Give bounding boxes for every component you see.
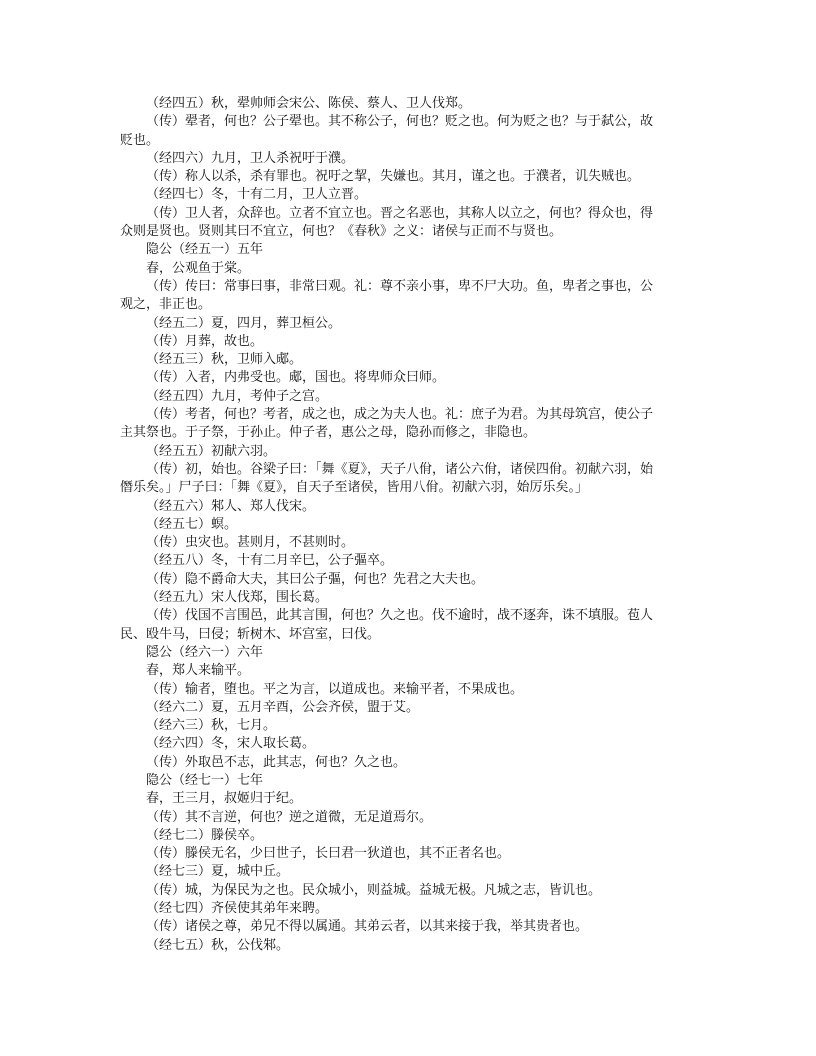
text-line: （传）传曰：常事曰事，非常曰观。礼：尊不亲小事，卑不尸大功。鱼，卑者之事也，公 — [146, 278, 654, 294]
text-line: （经五二）夏，四月，葬卫桓公。 — [146, 315, 342, 331]
text-line: （传）月葬，故也。 — [146, 333, 264, 349]
text-line: 春，王三月，叔姬归于纪。 — [146, 791, 303, 807]
text-line: 主其祭也。于子祭，于孙止。仲子者，惠公之母，隐孙而修之，非隐也。 — [120, 425, 537, 441]
text-line: （经五六）邾人、郑人伐宋。 — [146, 498, 316, 514]
text-line: 春，公观鱼于棠。 — [146, 260, 251, 276]
text-line: 民、殴牛马，曰侵；斩树木、坏宫室，曰伐。 — [120, 626, 381, 642]
text-line: （传）输者，堕也。平之为言，以道成也。来输平者，不果成也。 — [146, 681, 524, 697]
text-line: （经七二）滕侯卒。 — [146, 827, 264, 843]
text-line: （经四六）九月，卫人杀祝吁于濮。 — [146, 150, 355, 166]
text-line: （传）入者，内弗受也。郕，国也。将卑师众曰师。 — [146, 370, 446, 386]
text-line: （传）隐不爵命大夫，其曰公子彄，何也？先君之大夫也。 — [146, 571, 485, 587]
text-line: （传）称人以杀，杀有罪也。祝吁之挈，失嫌也。其月，谨之也。于濮者，讥失贼也。 — [146, 169, 641, 185]
text-line: （传）诸侯之尊，弟兄不得以属通。其弟云者，以其来接于我，举其贵者也。 — [146, 919, 589, 935]
text-line: （传）城，为保民为之也。民众城小，则益城。益城无极。凡城之志，皆讥也。 — [146, 882, 602, 898]
text-line: （经五三）秋，卫师入郕。 — [146, 352, 303, 368]
text-line: （传）滕侯无名，少曰世子，长曰君一狄道也，其不正者名也。 — [146, 846, 511, 862]
text-line: （经四七）冬，十有二月，卫人立晋。 — [146, 187, 368, 203]
text-line: （经六四）冬，宋人取长葛。 — [146, 736, 316, 752]
text-line: （经五四）九月，考仲子之宫。 — [146, 388, 329, 404]
text-line: （经五九）宋人伐郑，围长葛。 — [146, 590, 329, 606]
text-line: （传）伐国不言围邑，此其言围，何也？久之也。伐不逾时，战不逐奔，诛不填服。苞人 — [146, 608, 654, 624]
section-heading: 隠公（经六一）六年 — [146, 644, 264, 660]
text-line: （经五五）初献六羽。 — [146, 443, 277, 459]
text-line: 观之，非正也。 — [120, 297, 212, 313]
text-line: （经五七）螟。 — [146, 516, 238, 532]
text-line: （传）卫人者，众辞也。立者不宜立也。晋之名恶也，其称人以立之，何也？得众也，得 — [146, 205, 654, 221]
text-line: （传）外取邑不志，此其志，何也？久之也。 — [146, 754, 407, 770]
text-line: （经六二）夏，五月辛酉，公会齐侯，盟于艾。 — [146, 699, 420, 715]
text-line: 春，郑人来输平。 — [146, 663, 251, 679]
text-line: 众则是贤也。贤则其曰不宜立，何也？《春秋》之义：诸侯与正而不与贤也。 — [120, 224, 563, 240]
text-line: （传）初，始也。谷梁子曰：「舞《夏》，天子八佾，诸公六佾，诸侯四佾。初献六羽，始 — [146, 461, 654, 477]
section-heading: 隐公（经五一）五年 — [146, 242, 264, 258]
text-line: （传）考者，何也？考者，成之也，成之为夫人也。礼：庶子为君。为其母筑宫，使公子 — [146, 407, 654, 423]
text-line: （传）翚者，何也？公子翚也。其不称公子，何也？贬之也。何为贬之也？与于弑公，故 — [146, 114, 654, 130]
text-line: 贬也。 — [120, 132, 160, 148]
text-line: （经七四）齐侯使其弟年来聘。 — [146, 901, 329, 917]
text-line: （经六三）秋，七月。 — [146, 718, 277, 734]
text-line: 僭乐矣。」尸子曰：「舞《夏》，自天子至诸侯，皆用八佾。初献六羽，始厉乐矣。」 — [120, 480, 589, 496]
text-line: （传）其不言逆，何也？逆之道微，无足道焉尔。 — [146, 809, 433, 825]
section-heading: 隐公（经七一）七年 — [146, 772, 264, 788]
text-line: （经四五）秋，翚帅师会宋公、陈侯、蔡人、卫人伐郑。 — [146, 96, 472, 111]
document-body — [120, 95, 700, 955]
text-line: （经七三）夏，城中丘。 — [146, 864, 290, 880]
text-line: （经五八）冬，十有二月辛巳，公子彄卒。 — [146, 553, 394, 569]
text-line: （传）虫灾也。甚则月，不甚则时。 — [146, 535, 355, 551]
text-line: （经七五）秋，公伐邾。 — [146, 937, 290, 953]
